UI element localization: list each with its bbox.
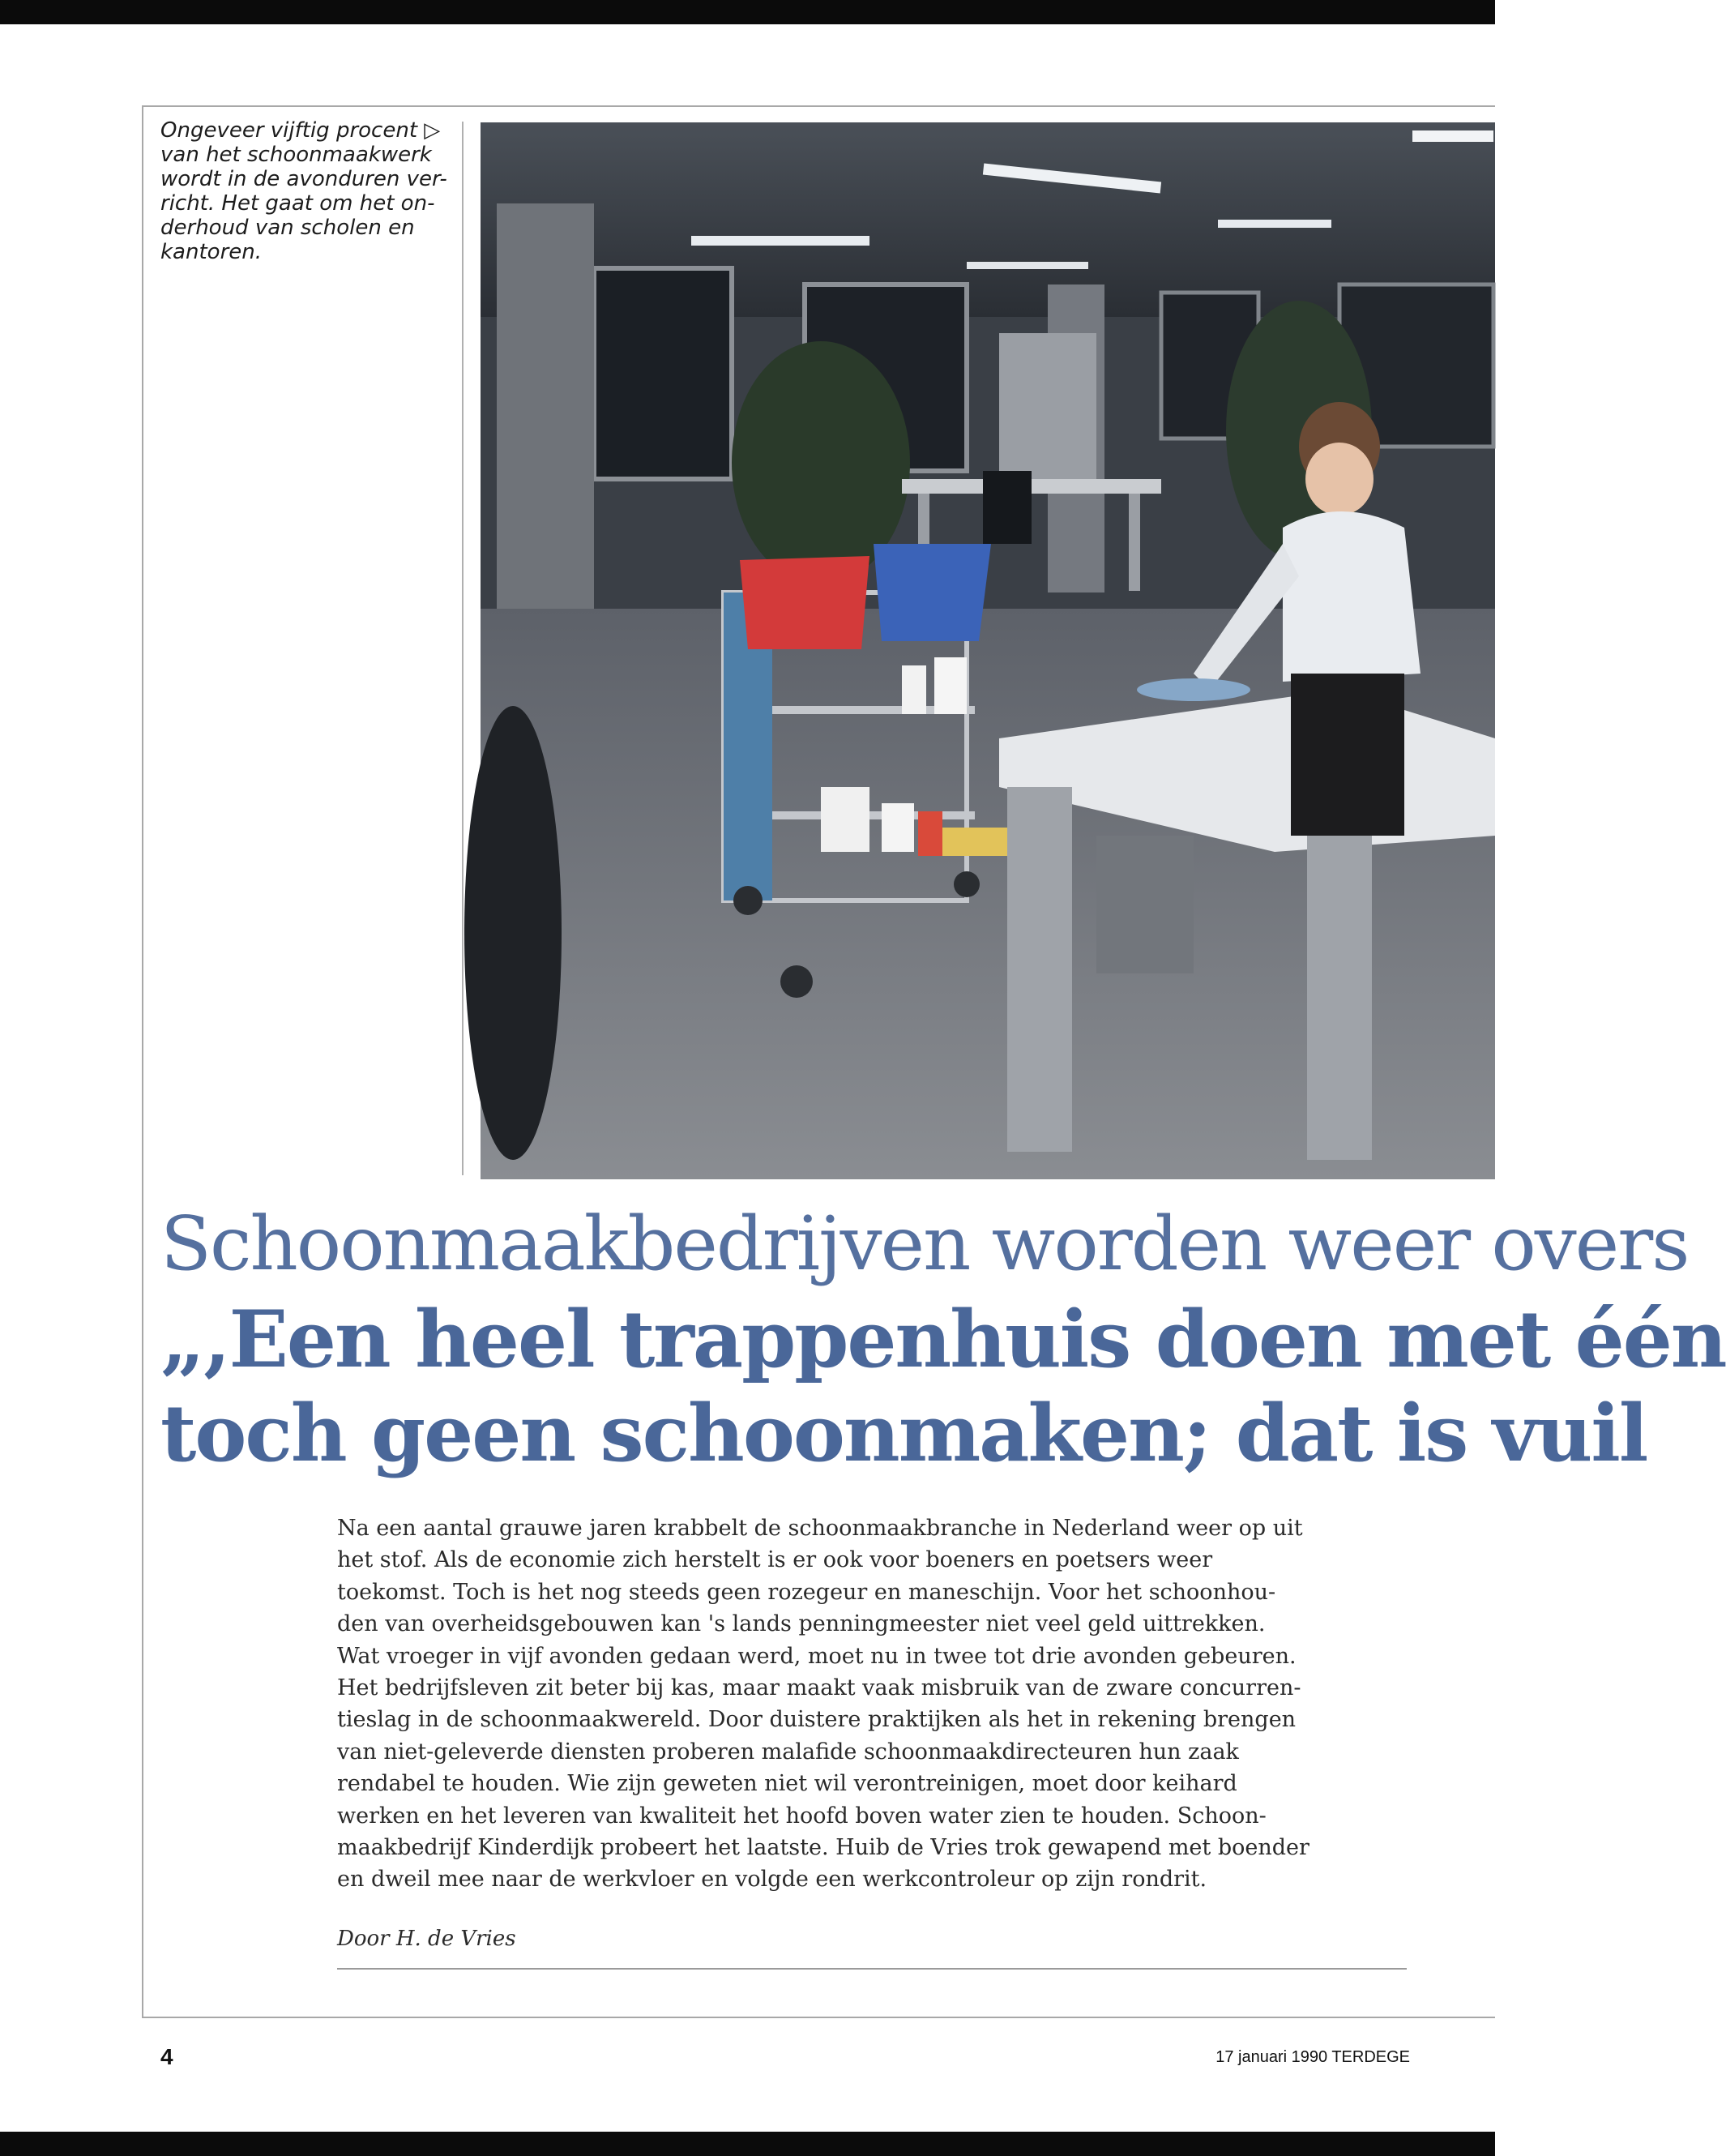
caption-line: Ongeveer vijftig procent ▷ [160, 118, 441, 143]
caption-line: richt. Het gaat om het on- [160, 191, 435, 216]
intro-line: werken en het leveren van kwaliteit het hoofd boven water zien te houden. Schoon- [337, 1803, 1267, 1829]
headline-line-2: „,Een heel trappenhuis doen met één [160, 1294, 1726, 1385]
intro-line: den van overheidsgebouwen kan 's lands penningmeester niet veel geld uittrekken. [337, 1611, 1266, 1637]
caption-line: derhoud van scholen en [160, 216, 415, 240]
caption-line: van het schoonmaakwerk [160, 143, 432, 167]
footer-publication-date: 17 januari 1990 TERDEGE [1215, 2048, 1410, 2066]
intro-line: het stof. Als de economie zich herstelt is er ook voor boeners en poetsers weer [337, 1547, 1213, 1573]
author-byline: Door H. de Vries [337, 1927, 516, 1951]
intro-line: en dweil mee naar de werkvloer en volgde een werkcontroleur op zijn rondrit. [337, 1867, 1207, 1893]
caption-line: wordt in de avonduren ver- [160, 167, 447, 191]
intro-line: van niet-geleverde diensten proberen malafide schoonmaakdirecteuren hun zaak [337, 1739, 1239, 1765]
caption-divider [462, 122, 464, 1175]
frame-bottom-rule [142, 2017, 1495, 2018]
intro-line: Na een aantal grauwe jaren krabbelt de schoonmaakbranche in Nederland weer op uit [337, 1516, 1303, 1541]
intro-line: maakbedrijf Kinderdijk probeert het laatste. Huib de Vries trok gewapend met boender [337, 1835, 1309, 1861]
headline-line-1: Schoonmaakbedrijven worden weer overs [160, 1200, 1689, 1287]
intro-line: Wat vroeger in vijf avonden gedaan werd, moet nu in twee tot drie avonden gebeuren. [337, 1643, 1297, 1669]
headline-line-3: toch geen schoonmaken; dat is vuil [160, 1388, 1647, 1479]
photo-caption [160, 118, 452, 264]
intro-line: Het bedrijfsleven zit beter bij kas, maar maakt vaak misbruik van de zware concurren- [337, 1675, 1301, 1701]
page-number: 4 [160, 2044, 173, 2069]
frame-top-rule [142, 105, 1495, 107]
intro-line: tieslag in de schoonmaakwereld. Door duistere praktijken als het in rekening brengen [337, 1707, 1297, 1733]
frame-left-rule [142, 105, 143, 2018]
office-cleaning-photo [481, 122, 1495, 1179]
intro-line: rendabel te houden. Wie zijn geweten niet wil verontreinigen, moet door keihard [337, 1771, 1237, 1797]
intro-line: toekomst. Toch is het nog steeds geen rozegeur en maneschijn. Voor het schoonhou- [337, 1579, 1276, 1605]
bottom-black-border [0, 2132, 1495, 2156]
office-cleaning-photo-icon [481, 122, 1495, 1179]
intro-paragraph [337, 1512, 1407, 1896]
top-black-border [0, 0, 1495, 24]
caption-line: kantoren. [160, 240, 262, 264]
byline-divider [337, 1968, 1407, 1970]
